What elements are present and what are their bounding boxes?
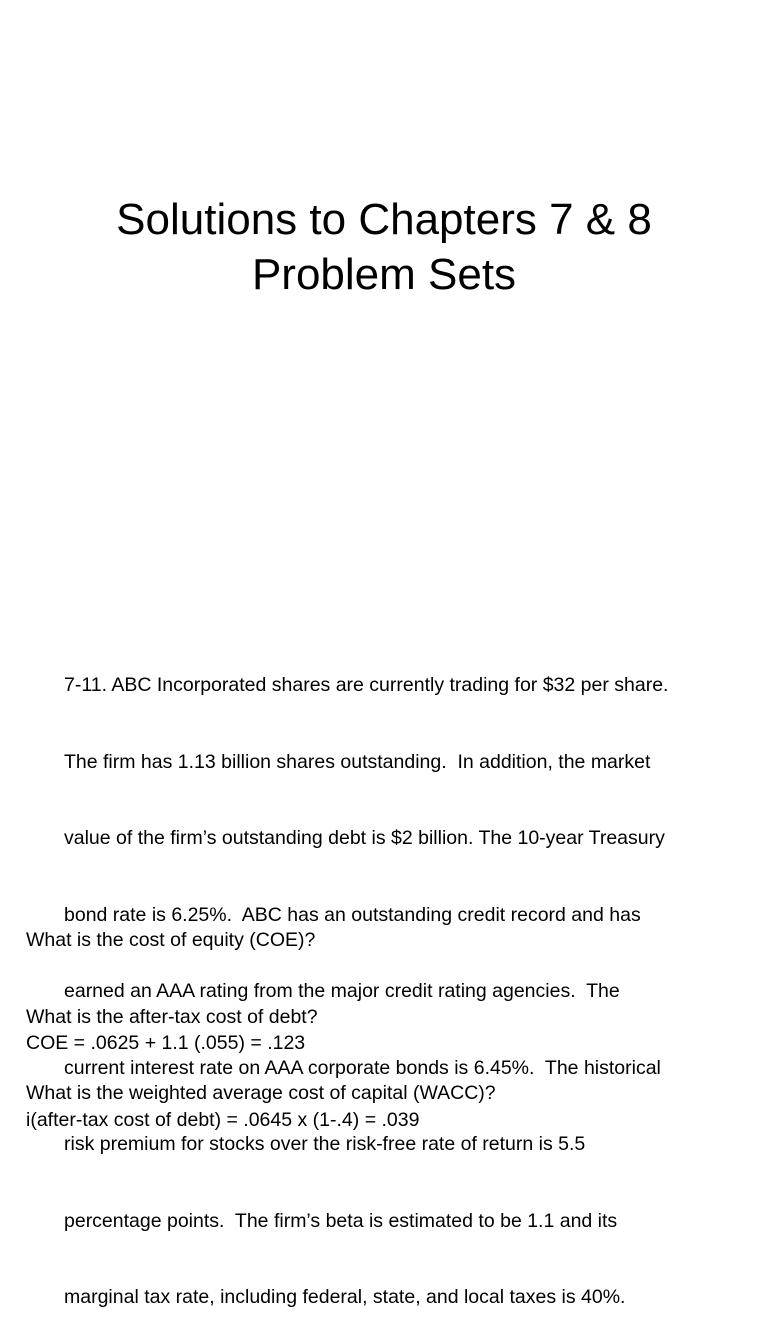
problem-line: earned an AAA rating from the major credit rating agencies. The (64, 980, 620, 1002)
problem-line: The firm has 1.13 billion shares outstanding. In addition, the market (64, 750, 651, 773)
solution-coe: COE = .0625 + 1.1 (.055) = .123 (26, 1032, 306, 1054)
question-wacc: What is the weighted average cost of capital (WACC)? (26, 1082, 496, 1104)
problem-line: percentage points. The firm’s beta is estimated to be 1.1 and its (64, 1209, 618, 1232)
solution-steps (26, 980, 766, 1159)
problem-line: risk premium for stocks over the risk-free rate of return is 5.5 (64, 1133, 586, 1155)
problem-line: value of the firm’s outstanding debt is $2 billion. The 10-year Treasury (64, 827, 665, 849)
problem-line: bond rate is 6.25%. ABC has an outstanding credit record and has (64, 903, 641, 926)
page-title (0, 192, 768, 302)
title-line-1: Solutions to Chapters 7 & 8 (116, 195, 652, 244)
title-line-2: Problem Sets (251, 250, 517, 299)
problem-line: current interest rate on AAA corporate bonds is 6.45%. The historical (64, 1056, 661, 1079)
solution-after-tax-debt: i(after-tax cost of debt) = .0645 x (1-.4) = .039 (26, 1108, 420, 1131)
question-coe: What is the cost of equity (COE)? (26, 929, 316, 951)
problem-line: 7-11. ABC Incorporated shares are currently trading for $32 per share. (64, 674, 669, 696)
problem-line: marginal tax rate, including federal, state, and local taxes is 40%. (64, 1286, 626, 1308)
question-after-tax-debt: What is the after-tax cost of debt? (26, 1005, 318, 1028)
